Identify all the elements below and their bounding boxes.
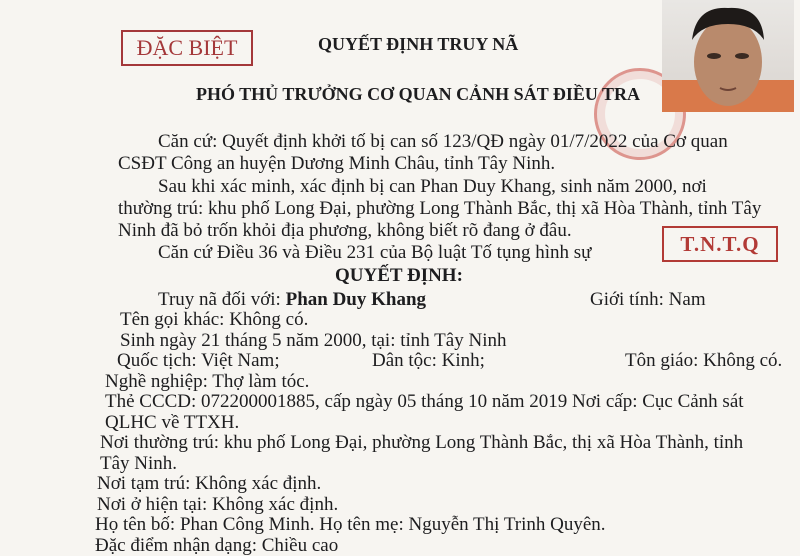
preamble-line: Sau khi xác minh, xác định bị can Phan Duy Khang, sinh năm 2000, nơi	[158, 176, 707, 197]
alias: Tên gọi khác: Không có.	[120, 309, 309, 330]
preamble-line: thường trú: khu phố Long Đại, phường Long Thành Bắc, thị xã Hòa Thành, tỉnh Tây	[118, 198, 762, 219]
preamble-line: Căn cứ: Quyết định khởi tố bị can số 123/QĐ ngày 01/7/2022 của Cơ quan	[158, 131, 728, 152]
birth: Sinh ngày 21 tháng 5 năm 2000, tại: tỉnh Tây Ninh	[120, 330, 507, 351]
permanent-residence: Nơi thường trú: khu phố Long Đại, phường Long Thành Bắc, thị xã Hòa Thành, tỉnh	[100, 432, 744, 453]
occupation: Nghề nghiệp: Thợ làm tóc.	[105, 371, 310, 392]
temporary-residence: Nơi tạm trú: Không xác định.	[97, 473, 322, 494]
nationality: Quốc tịch: Việt Nam;	[117, 350, 280, 371]
parents: Họ tên bố: Phan Công Minh. Họ tên mẹ: Nguyễn Thị Trinh Quyên.	[95, 514, 606, 535]
religion: Tôn giáo: Không có.	[625, 350, 783, 371]
ethnicity: Dân tộc: Kinh;	[372, 350, 485, 371]
decision-heading: QUYẾT ĐỊNH:	[335, 265, 463, 286]
wanted-person	[158, 290, 426, 310]
id-card: Thẻ CCCD: 072200001885, cấp ngày 05 tháng 10 năm 2019 Nơi cấp: Cục Cảnh sát	[105, 391, 744, 412]
permanent-residence-cont: Tây Ninh.	[100, 453, 178, 474]
wanted-name: Phan Duy Khang	[285, 289, 427, 310]
wanted-label: Truy nã đối với:	[158, 289, 286, 310]
tntq-stamp: T.N.T.Q	[662, 226, 778, 262]
special-stamp: ĐẶC BIỆT	[121, 30, 253, 66]
document-title: QUYẾT ĐỊNH TRUY NÃ	[318, 34, 519, 54]
gender: Giới tính: Nam	[590, 289, 706, 310]
id-card-issuer: QLHC về TTXH.	[105, 412, 240, 433]
identifying-features: Đặc điểm nhận dạng: Chiều cao	[95, 535, 339, 556]
preamble-line: Căn cứ Điều 36 và Điều 231 của Bộ luật Tố tụng hình sự	[158, 242, 592, 263]
preamble-line: CSĐT Công an huyện Dương Minh Châu, tỉnh Tây Ninh.	[118, 153, 556, 174]
suspect-photo	[662, 0, 794, 112]
current-residence: Nơi ở hiện tại: Không xác định.	[97, 494, 339, 515]
issuing-authority: PHÓ THỦ TRƯỞNG CƠ QUAN CẢNH SÁT ĐIỀU TRA	[196, 84, 641, 104]
preamble-line: Ninh đã bỏ trốn khỏi địa phương, không biết rõ đang ở đâu.	[118, 220, 572, 241]
